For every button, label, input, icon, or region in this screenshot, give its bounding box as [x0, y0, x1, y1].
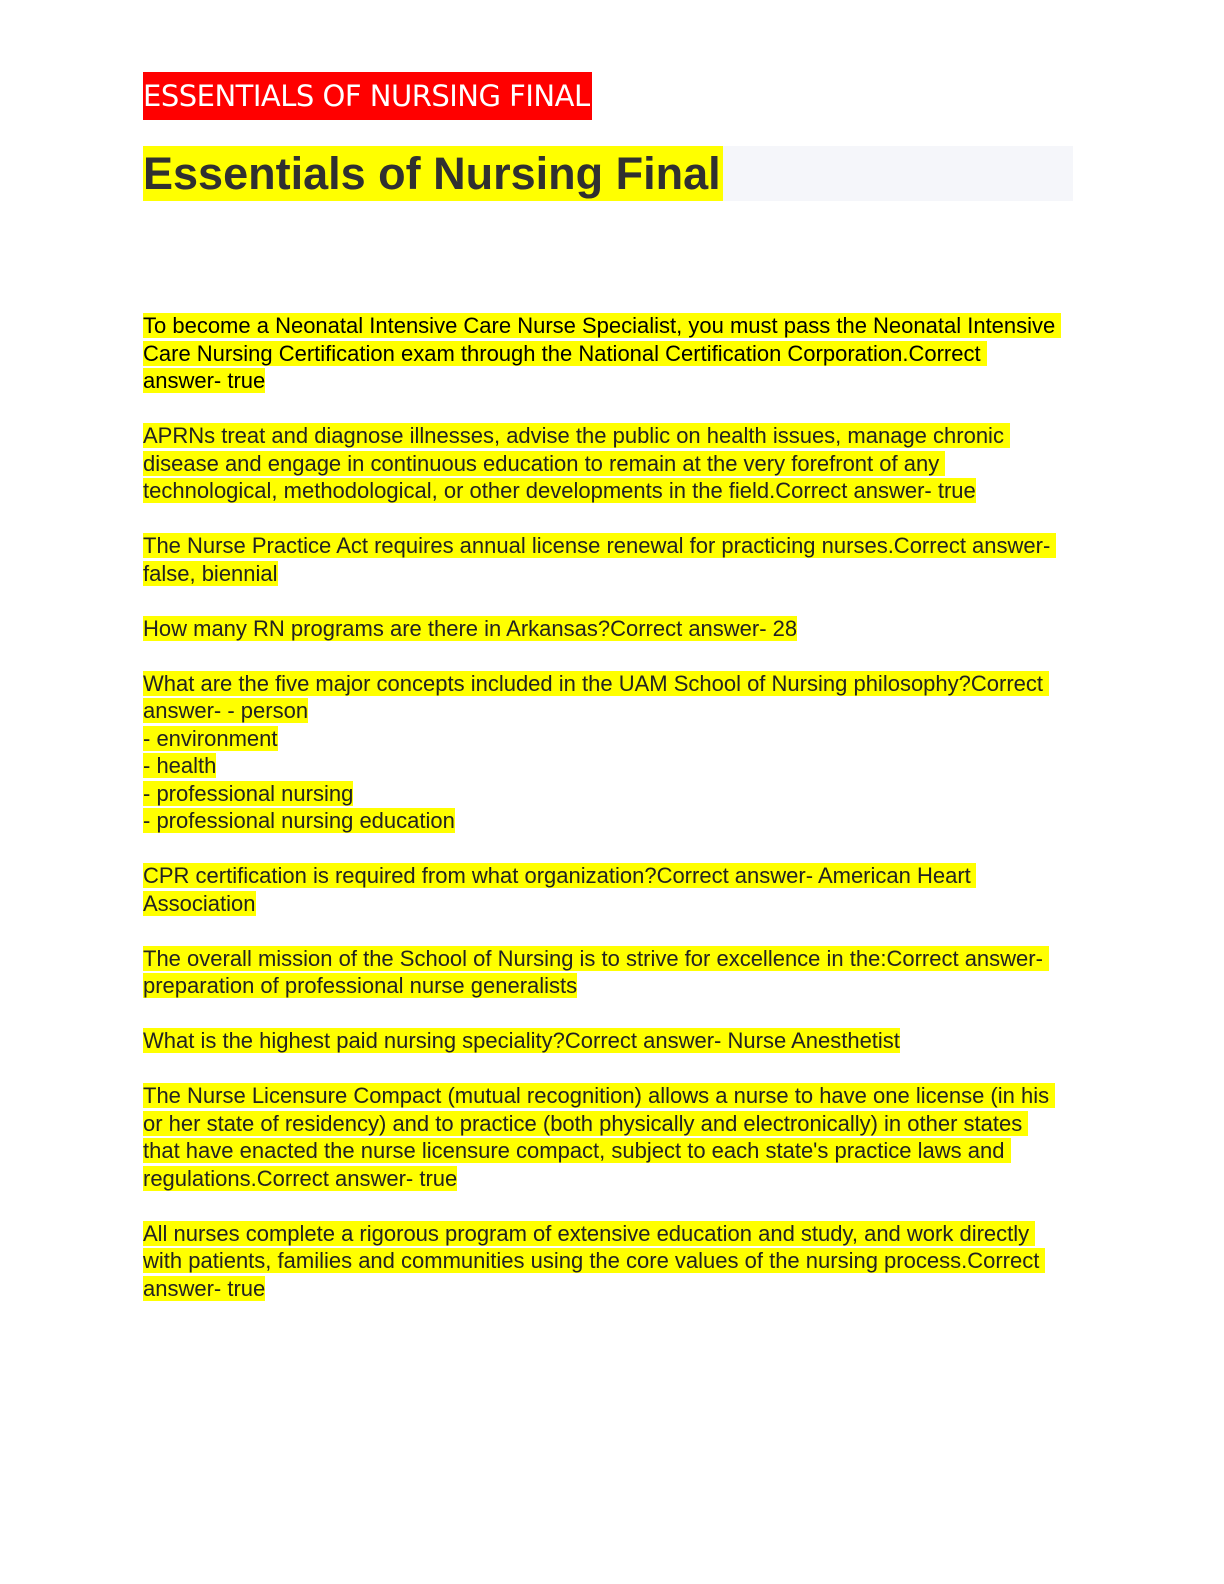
qa-text: The Nurse Practice Act requires annual license renewal for practicing nurses.Correct answer- false, biennial [143, 533, 1057, 586]
qa-item [143, 532, 1058, 587]
qa-text: What is the highest paid nursing speciality?Correct answer- Nurse Anesthetist [143, 1028, 900, 1053]
qa-item [143, 862, 1058, 917]
qa-text: The overall mission of the School of Nursing is to strive for excellence in the:Correct answer- preparation of professional nurse generalists [143, 945, 1050, 998]
document-title: Essentials of Nursing Final [143, 148, 721, 199]
qa-text: How many RN programs are there in Arkansas?Correct answer- 28 [143, 615, 798, 641]
qa-text: To become a Neonatal Intensive Care Nurse Specialist, you must pass the Neonatal Intensive Care Nursing Certification exam through the National Certification Corporation.Correct answer- true [143, 313, 1062, 393]
qa-item [143, 1027, 1058, 1055]
qa-item [143, 1082, 1058, 1192]
qa-item [143, 1220, 1058, 1303]
qa-item [143, 945, 1058, 1000]
question-answer-list [143, 312, 1062, 1330]
qa-text: CPR certification is required from what organization?Correct answer- American Heart Association [143, 863, 976, 916]
document-banner: ESSENTIALS OF NURSING FINAL [143, 72, 592, 120]
qa-item [143, 312, 1062, 395]
qa-item [143, 670, 1058, 835]
qa-text: APRNs treat and diagnose illnesses, advise the public on health issues, manage chronic disease and engage in continuous education to remain at the very forefront of any technological, methodological, or other developments in the field.Correct answer- true [143, 423, 1011, 503]
qa-item [143, 615, 1058, 643]
qa-item [143, 422, 1058, 505]
qa-text: What are the five major concepts included in the UAM School of Nursing philosophy?Correct answer- - person - environment - health - professional nursing - professional nursing education [143, 671, 1049, 834]
qa-text: All nurses complete a rigorous program of extensive education and study, and work directly with patients, families and communities using the core values of the nursing process.Correct answer- true [143, 1220, 1046, 1301]
qa-text: The Nurse Licensure Compact (mutual recognition) allows a nurse to have one license (in his or her state of residency) and to practice (both physically and electronically) in other states that have enacted the nurse licensure compact, subject to each state's practice laws and regulations.Correct answer- true [143, 1083, 1056, 1191]
